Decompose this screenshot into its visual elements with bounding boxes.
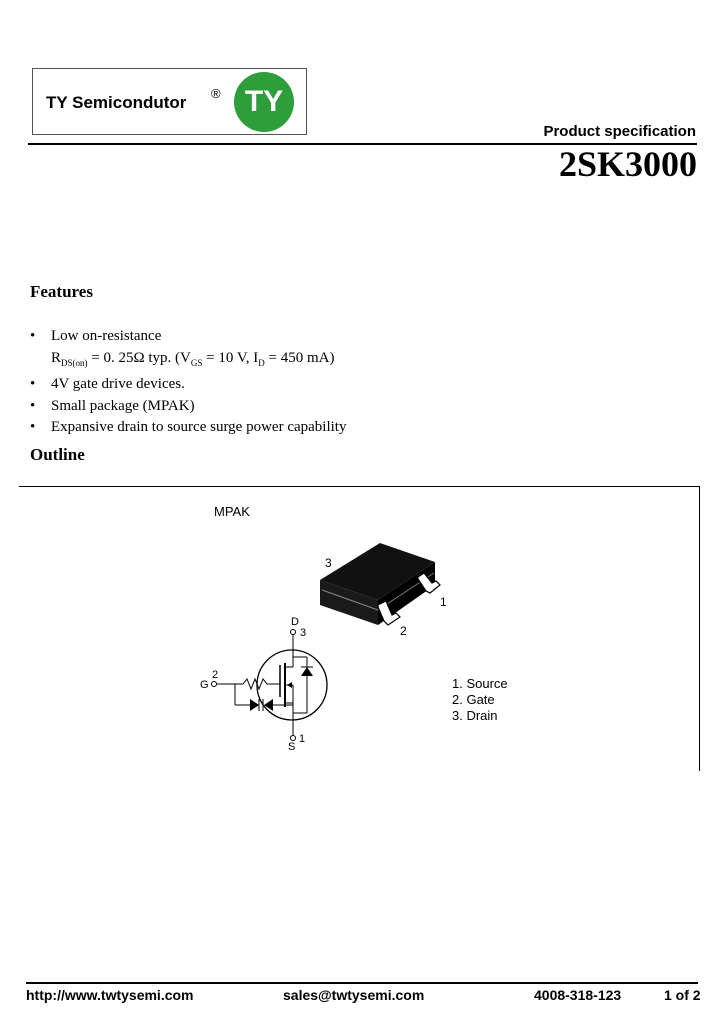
gate-pin: 2 bbox=[212, 669, 219, 681]
pin-assignment bbox=[452, 676, 508, 724]
pkg-pin-3: 3 bbox=[325, 556, 332, 570]
package-label: MPAK bbox=[214, 504, 250, 519]
list-item: • Low on-resistance bbox=[30, 328, 162, 344]
outline-heading: Outline bbox=[30, 445, 85, 464]
pkg-pin-2: 2 bbox=[400, 624, 407, 635]
registered-mark: ® bbox=[211, 86, 221, 101]
pin-gate: 2. Gate bbox=[452, 692, 495, 707]
outline-frame-top bbox=[19, 486, 699, 487]
company-name: TY Semicondutor bbox=[46, 93, 187, 112]
pkg-pin-1: 1 bbox=[440, 595, 447, 609]
pin-drain: 3. Drain bbox=[452, 708, 498, 723]
footer-website[interactable]: http://www.twtysemi.com bbox=[26, 987, 194, 1003]
features-heading: Features bbox=[30, 282, 93, 301]
list-item: • 4V gate drive devices. bbox=[30, 376, 185, 392]
company-logo bbox=[234, 72, 294, 132]
footer-phone: 4008-318-123 bbox=[534, 987, 622, 1003]
list-item: • Small package (MPAK) bbox=[30, 397, 195, 414]
outline-frame-right bbox=[699, 486, 700, 771]
pin-source: 1. Source bbox=[452, 676, 508, 691]
mosfet-schematic bbox=[195, 615, 335, 755]
part-number: 2SK3000 bbox=[558, 144, 697, 184]
page-number: 1 of 2 bbox=[664, 987, 701, 1003]
rds-spec: $R_{DS(on)} = 0$. 25Ω typ. ($V_{GS} = 10$ V, $I_D = 450$ mA) bbox=[51, 349, 335, 368]
drain-label: D bbox=[291, 616, 299, 628]
footer-email[interactable]: sales@twtysemi.com bbox=[283, 987, 425, 1003]
gate-label: G bbox=[200, 679, 209, 691]
features-list bbox=[30, 326, 346, 439]
logo-mark: TY bbox=[244, 85, 284, 118]
doc-type: Product specification bbox=[543, 123, 696, 140]
source-label: S bbox=[288, 741, 296, 753]
footer-divider bbox=[26, 982, 698, 984]
drain-pin: 3 bbox=[300, 627, 307, 639]
source-pin: 1 bbox=[299, 733, 306, 745]
list-item: • Expansive drain to source surge power capability bbox=[30, 419, 347, 435]
